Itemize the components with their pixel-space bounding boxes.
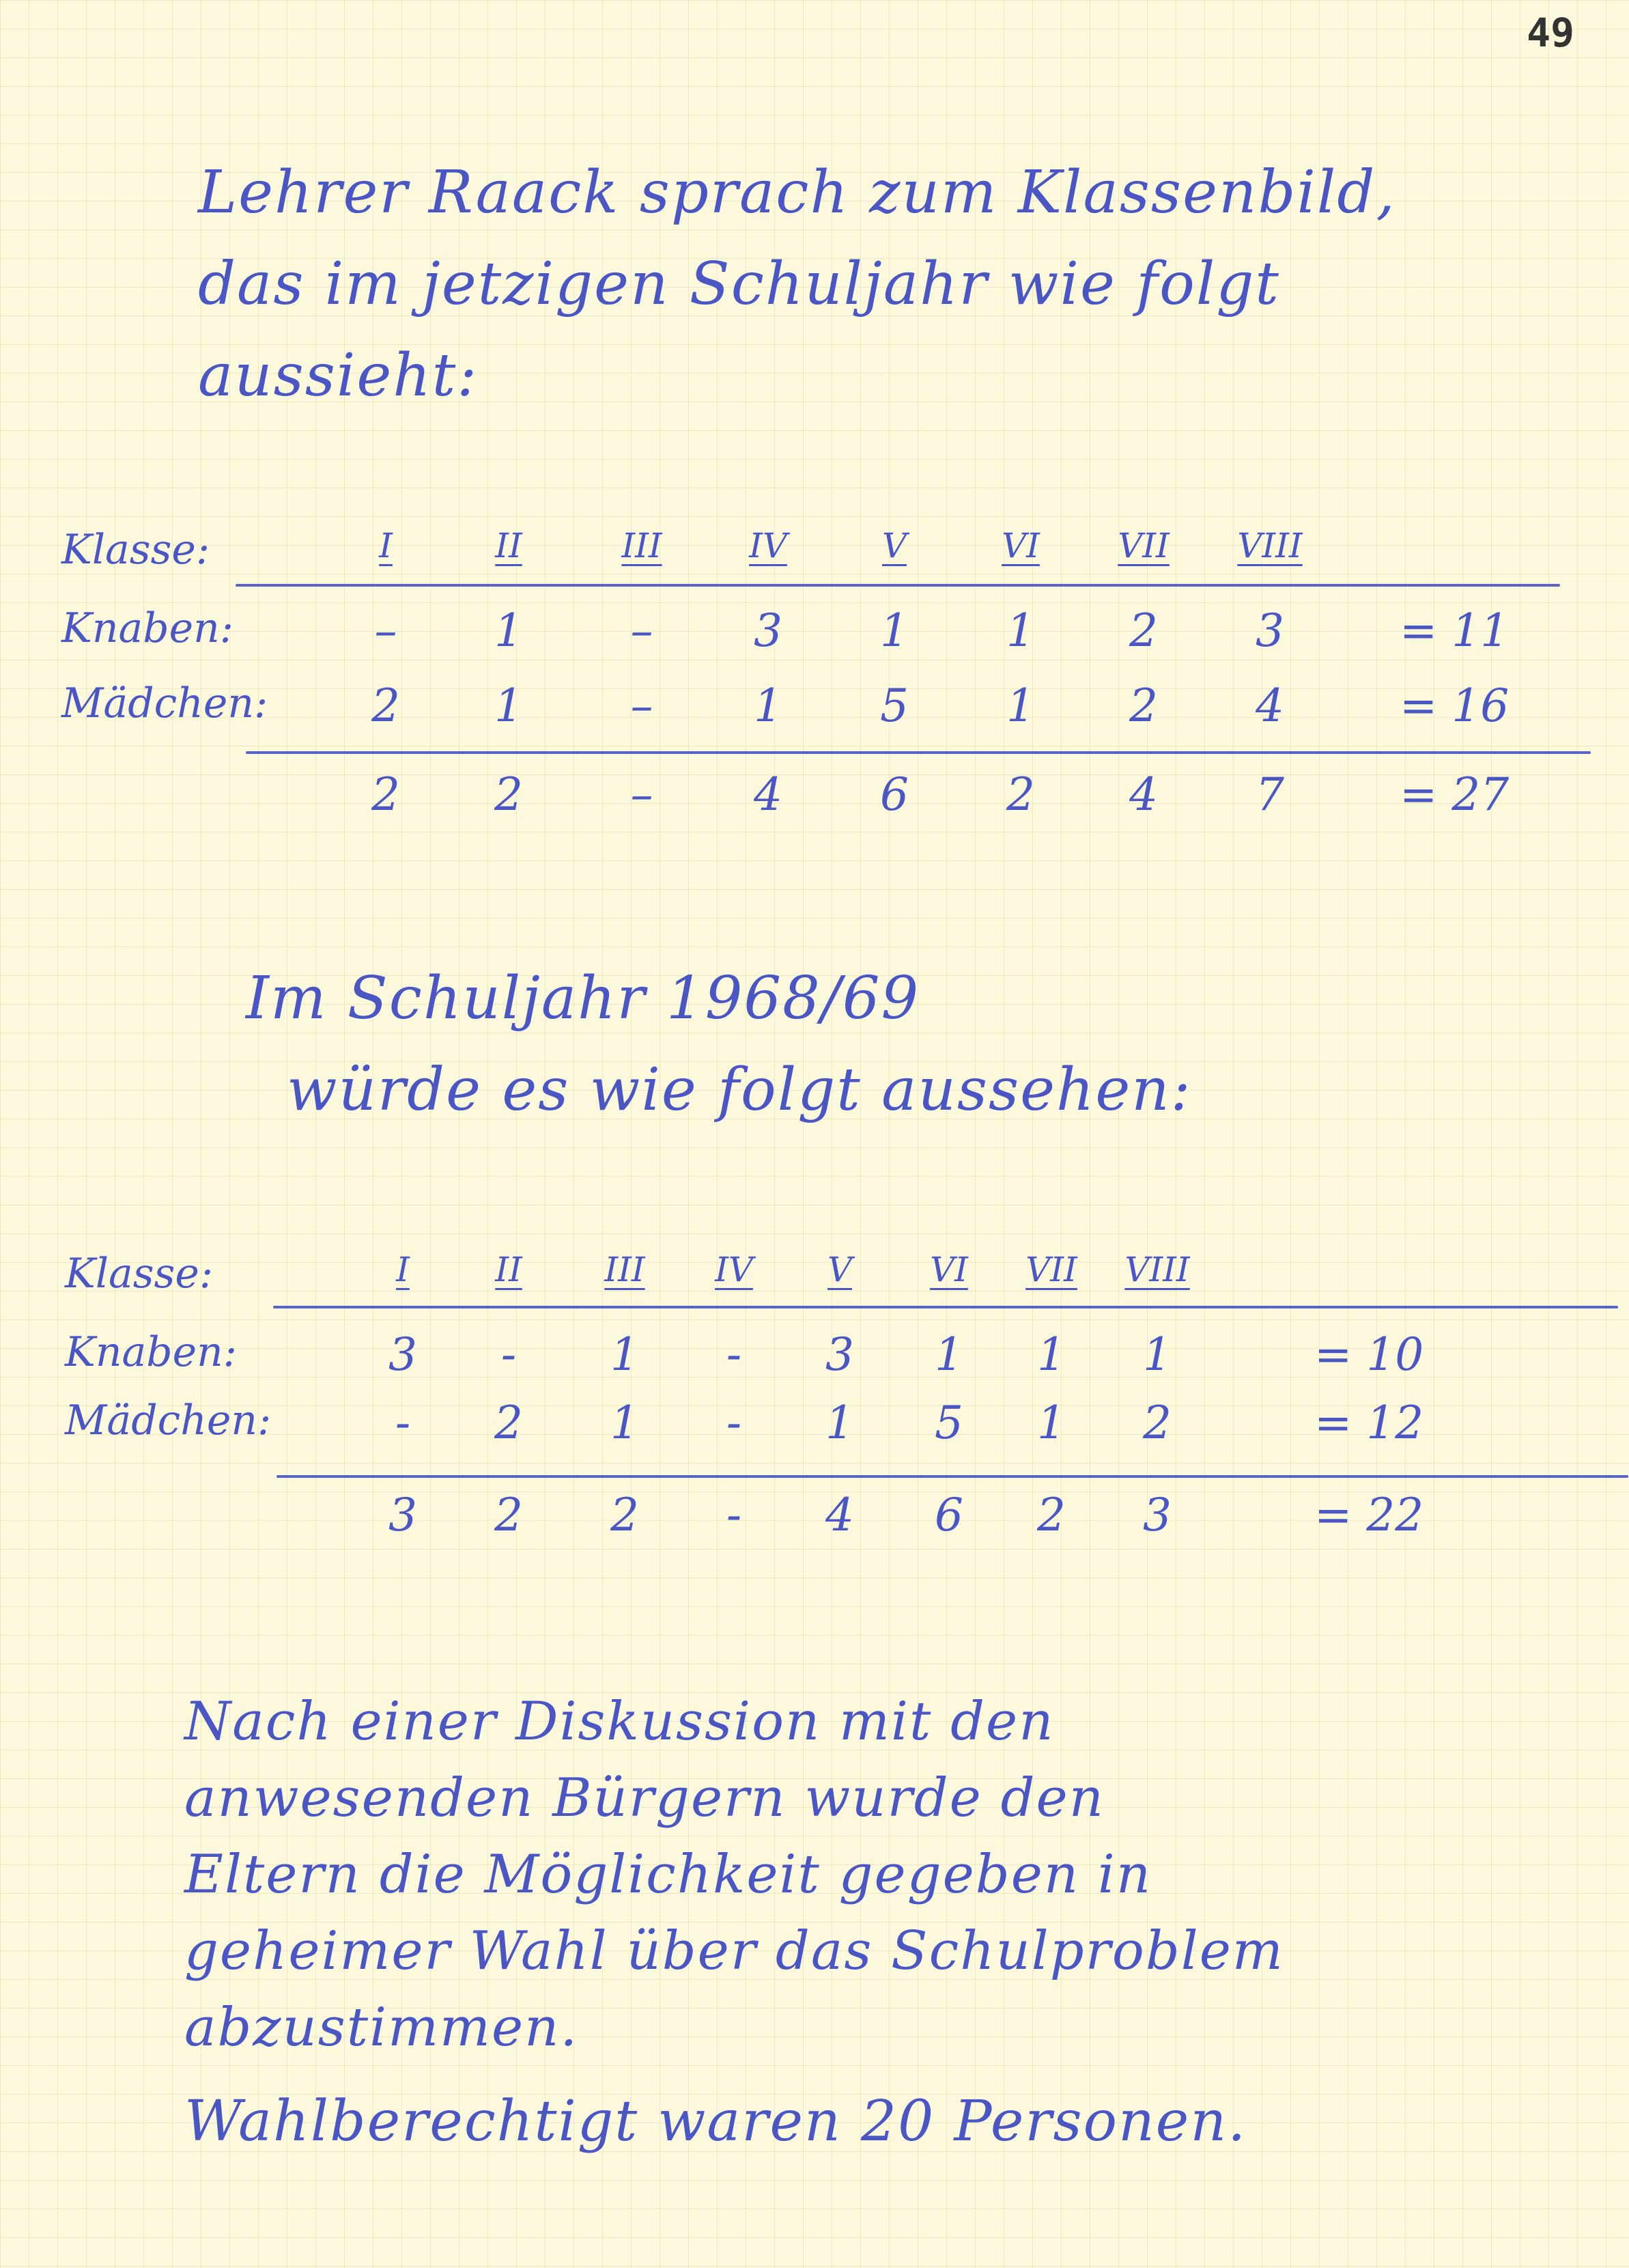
class-cell: VII (1025, 1250, 1077, 1289)
discussion-line: geheimer Wahl über das Schulproblem (184, 1920, 1284, 1982)
girls-cell: 1 (825, 1397, 854, 1449)
class-cell: VIII (1237, 526, 1303, 565)
header-rule (236, 584, 1560, 587)
sum-total: = 27 (1400, 768, 1510, 821)
boys-cell: 3 (754, 604, 782, 657)
girls-cell: 5 (880, 680, 909, 732)
sum-cell: – (630, 768, 653, 821)
sum-rule (246, 751, 1591, 754)
girls-cell: 1 (1037, 1397, 1066, 1449)
class-cell: II (495, 1250, 522, 1289)
sum-cell: 2 (610, 1489, 639, 1541)
boys-cell: 1 (880, 604, 909, 657)
boys-row (61, 604, 1563, 673)
sum-cell: 2 (494, 1489, 523, 1541)
row-label-classes: Klasse: (65, 1250, 214, 1298)
boys-row (65, 1328, 1567, 1397)
class-cell: II (495, 526, 522, 565)
sum-cell: 4 (1129, 768, 1158, 821)
header-rule (273, 1306, 1618, 1308)
intro-line: das im jetzigen Schuljahr wie folgt (198, 250, 1280, 318)
girls-cell: – (630, 680, 653, 732)
boys-cell: 1 (1143, 1328, 1172, 1381)
row-label-classes: Klasse: (61, 526, 210, 574)
intro-line: aussieht: (198, 341, 479, 410)
discussion-line: anwesenden Bürgern wurde den (184, 1767, 1105, 1829)
boys-cell: – (374, 604, 397, 657)
class-cell: VI (1002, 526, 1040, 565)
girls-row (65, 1397, 1567, 1465)
sum-cell: 2 (1006, 768, 1035, 821)
boys-cell: 1 (610, 1328, 639, 1381)
discussion-paragraph (184, 1683, 1584, 2066)
girls-cell: 4 (1256, 680, 1284, 732)
girls-cell: - (395, 1397, 411, 1449)
sum-cell: 4 (754, 768, 782, 821)
boys-total: = 11 (1400, 604, 1510, 657)
sum-cell: - (726, 1489, 742, 1541)
girls-total: = 16 (1400, 680, 1510, 732)
boys-total: = 10 (1314, 1328, 1424, 1381)
girls-cell: 2 (1129, 680, 1158, 732)
boys-cell: 3 (388, 1328, 417, 1381)
sum-rule (277, 1475, 1628, 1478)
boys-cell: 3 (825, 1328, 854, 1381)
sum-row (65, 1489, 1567, 1557)
girls-cell: 1 (494, 680, 523, 732)
girls-total: = 12 (1314, 1397, 1424, 1449)
boys-cell: - (500, 1328, 517, 1381)
page-number: 49 (1527, 10, 1574, 56)
girls-row (61, 680, 1563, 748)
class-cell: IV (749, 526, 787, 565)
class-cell: III (604, 1250, 645, 1289)
row-label-boys: Knaben: (61, 604, 234, 652)
row-label-boys: Knaben: (65, 1328, 238, 1376)
girls-cell: 2 (1143, 1397, 1172, 1449)
boys-cell: 1 (494, 604, 523, 657)
class-cell: VI (930, 1250, 968, 1289)
class-cell: VII (1118, 526, 1170, 565)
girls-cell: - (726, 1397, 742, 1449)
class-cell: VIII (1124, 1250, 1190, 1289)
class-cell: V (827, 1250, 853, 1289)
row-label-girls: Mädchen: (65, 1397, 272, 1444)
sum-cell: 4 (825, 1489, 854, 1541)
row-label-girls: Mädchen: (61, 680, 268, 727)
girls-cell: 1 (610, 1397, 639, 1449)
sum-total: = 22 (1314, 1489, 1424, 1541)
boys-cell: - (726, 1328, 742, 1381)
sum-cell: 3 (388, 1489, 417, 1541)
intro-line: Lehrer Raack sprach zum Klassenbild, (198, 158, 1396, 227)
sum-cell: 7 (1256, 768, 1284, 821)
intro-paragraph (198, 147, 1529, 421)
boys-cell: 3 (1256, 604, 1284, 657)
boys-cell: 1 (1006, 604, 1035, 657)
eligible-line: Wahlberechtigt waren 20 Personen. (184, 2089, 1247, 2154)
girls-cell: 2 (494, 1397, 523, 1449)
girls-cell: 2 (371, 680, 400, 732)
boys-cell: 1 (935, 1328, 963, 1381)
discussion-line: Nach einer Diskussion mit den (184, 1691, 1055, 1752)
girls-cell: 1 (1006, 680, 1035, 732)
sum-cell: 3 (1143, 1489, 1172, 1541)
girls-cell: 5 (935, 1397, 963, 1449)
boys-cell: 1 (1037, 1328, 1066, 1381)
class-cell: V (881, 526, 907, 565)
discussion-line: Eltern die Möglichkeit gegeben in (184, 1844, 1152, 1905)
class-cell: III (621, 526, 662, 565)
class-cell: I (379, 526, 393, 565)
class-cell: IV (715, 1250, 753, 1289)
heading-line: würde es wie folgt aussehen: (287, 1056, 1192, 1124)
sum-cell: 6 (880, 768, 909, 821)
boys-cell: – (630, 604, 653, 657)
sum-cell: 2 (371, 768, 400, 821)
class-cell: I (396, 1250, 410, 1289)
heading-line: Im Schuljahr 1968/69 (246, 964, 920, 1033)
heading-future-year (246, 953, 1406, 1136)
discussion-line: abzustimmen. (184, 1997, 579, 2058)
sum-row (61, 768, 1563, 837)
eligible-voters-note (184, 2076, 1584, 2168)
girls-cell: 1 (754, 680, 782, 732)
sum-cell: 6 (935, 1489, 963, 1541)
sum-cell: 2 (1037, 1489, 1066, 1541)
sum-cell: 2 (494, 768, 523, 821)
boys-cell: 2 (1129, 604, 1158, 657)
